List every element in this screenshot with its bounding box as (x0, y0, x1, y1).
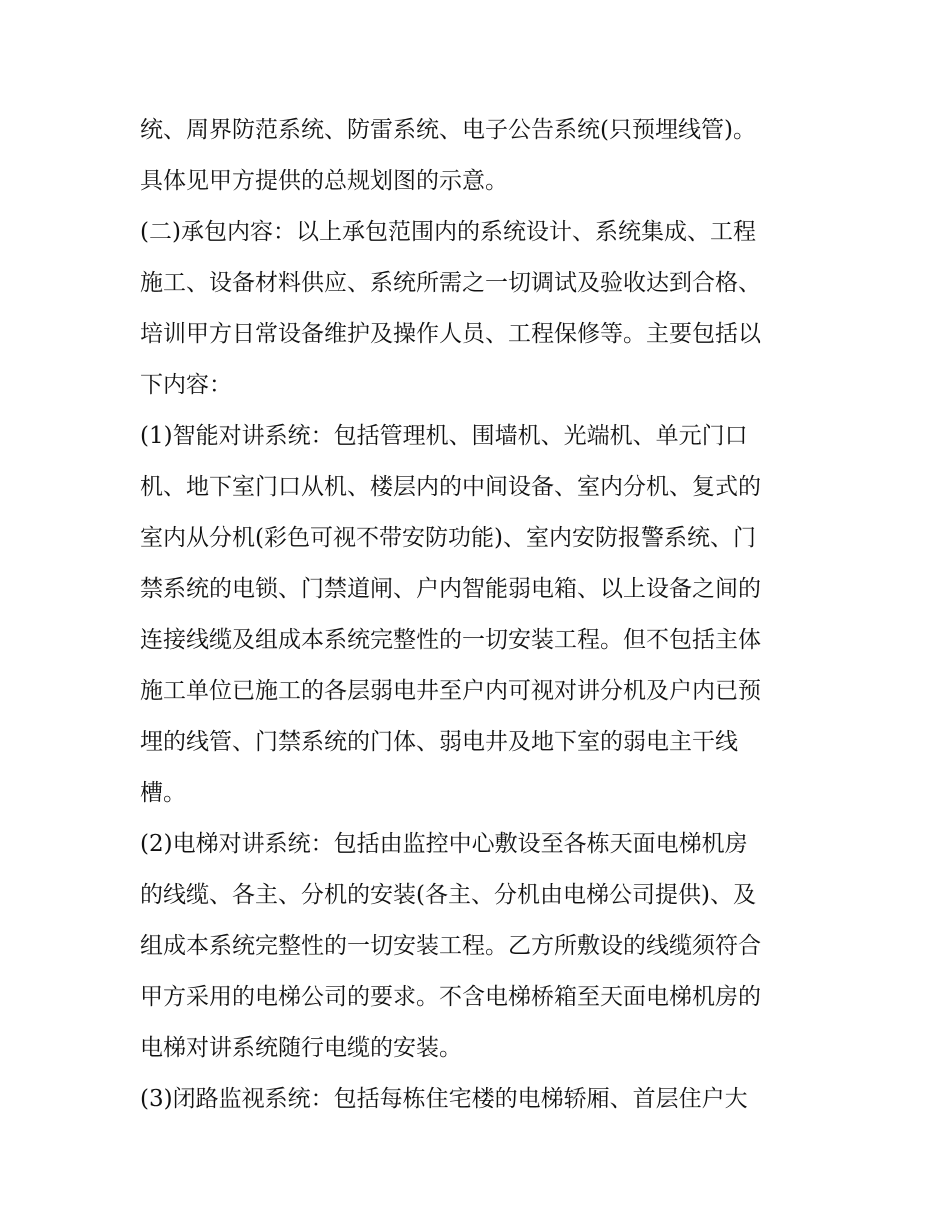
text-line: 的线缆、各主、分机的安装(各主、分机由电梯公司提供)、及 (140, 882, 756, 908)
text-line: 甲方采用的电梯公司的要求。不含电梯桥箱至天面电梯机房的 (140, 984, 761, 1010)
text-line: (二)承包内容：以上承包范围内的系统设计、系统集成、工程 (140, 219, 756, 245)
text-line: 施工、设备材料供应、系统所需之一切调试及验收达到合格、 (140, 270, 761, 296)
text-line: 机、地下室门口从机、楼层内的中间设备、室内分机、复式的 (140, 474, 761, 500)
text-line: 具体见甲方提供的总规划图的示意。 (140, 168, 508, 194)
text-line: (3)闭路监视系统：包括每栋住宅楼的电梯轿厢、首层住户大 (140, 1086, 748, 1112)
text-line: (2)电梯对讲系统：包括由监控中心敷设至各栋天面电梯机房 (140, 831, 748, 857)
text-line: 施工单位已施工的各层弱电井至户内可视对讲分机及户内已预 (140, 678, 761, 704)
text-line: 连接线缆及组成本系统完整性的一切安装工程。但不包括主体 (140, 627, 761, 653)
text-line: 培训甲方日常设备维护及操作人员、工程保修等。主要包括以 (140, 321, 761, 347)
text-line: (1)智能对讲系统：包括管理机、围墙机、光端机、单元门口 (140, 423, 748, 449)
text-line: 禁系统的电锁、门禁道闸、户内智能弱电箱、以上设备之间的 (140, 576, 761, 602)
body-text (140, 105, 830, 1125)
text-line: 统、周界防范系统、防雷系统、电子公告系统(只预埋线管)。 (140, 117, 756, 143)
text-line: 埋的线管、门禁系统的门体、弱电井及地下室的弱电主干线 (140, 729, 738, 755)
text-line: 组成本系统完整性的一切安装工程。乙方所敷设的线缆须符合 (140, 933, 761, 959)
text-line: 室内从分机(彩色可视不带安防功能)、室内安防报警系统、门 (140, 525, 756, 551)
text-line: 电梯对讲系统随行电缆的安装。 (140, 1035, 462, 1061)
text-line: 下内容： (140, 372, 232, 398)
text-line: 槽。 (140, 780, 186, 806)
